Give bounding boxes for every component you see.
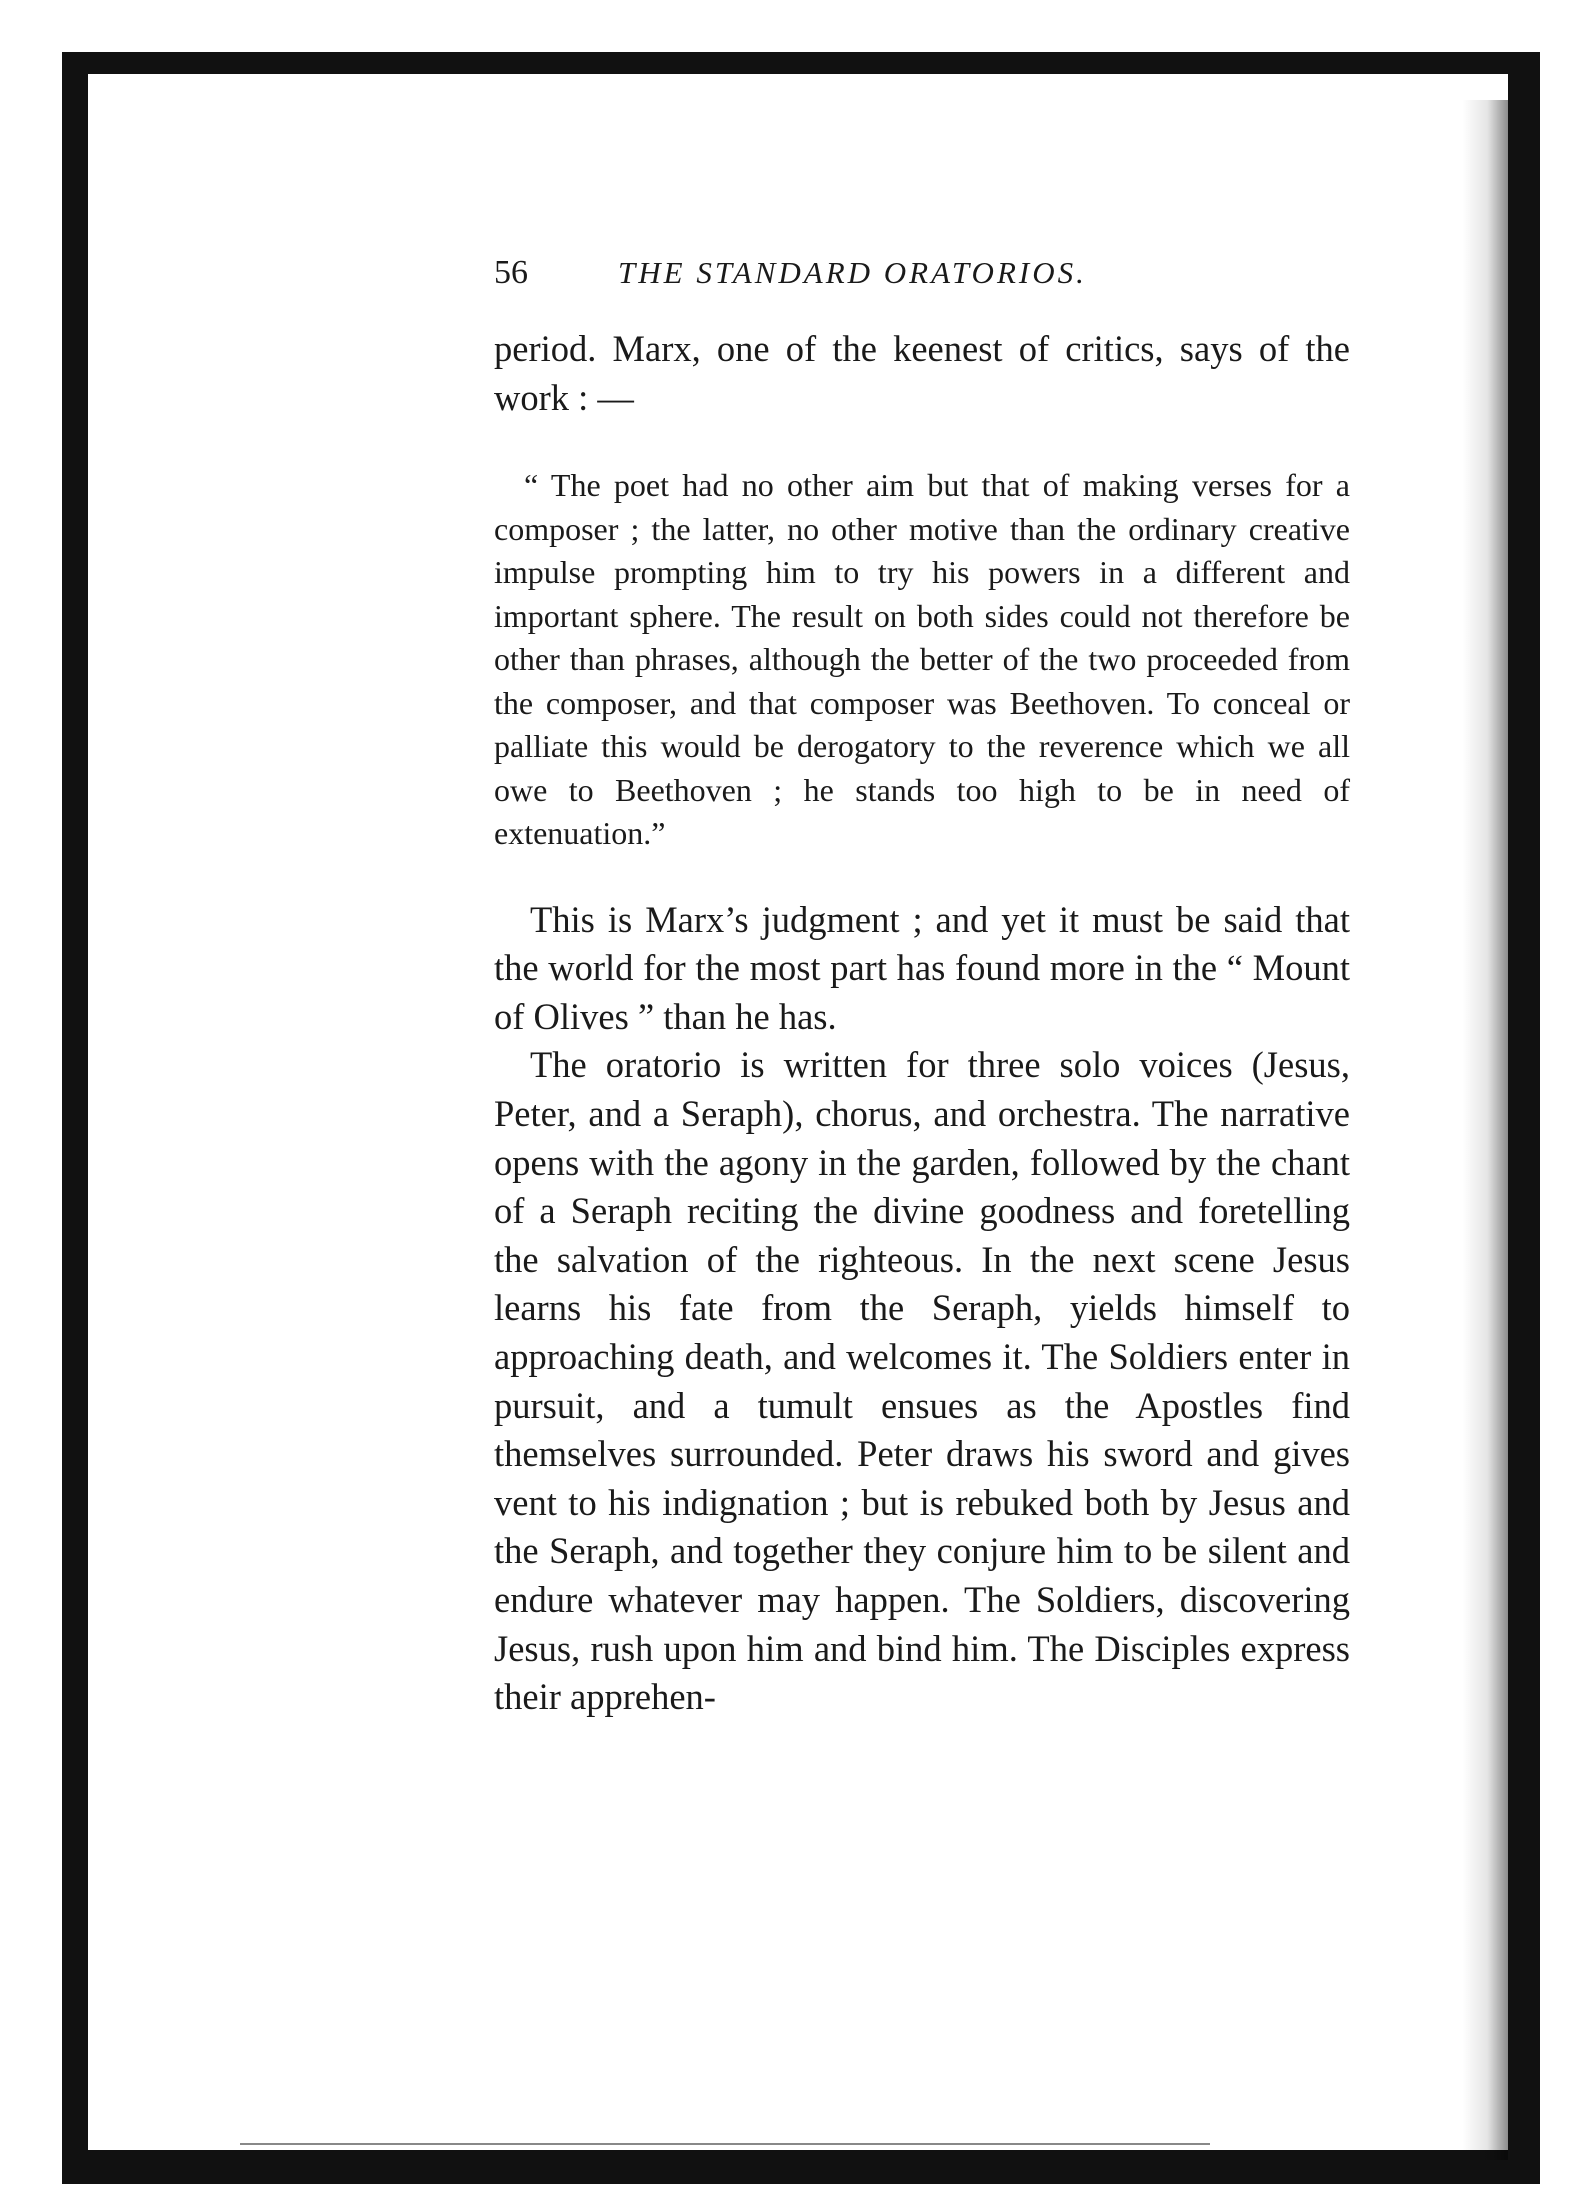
paragraph-marx-judgment: This is Marx’s judgment ; and yet it must be said that the world for the most part has found more in the “ Mount of Olives ” than he has. (494, 898, 1350, 1037)
bottom-rule (240, 2143, 1210, 2145)
paragraph-continued: period. Marx, one of the keenest of critics, says of the work : — (494, 328, 1350, 418)
scan-border-bottom (62, 2150, 1540, 2184)
page-number: 56 (494, 254, 528, 291)
scan-border-right (1508, 52, 1540, 2184)
scan-border-left (62, 52, 88, 2180)
block-quote: “ The poet had no other aim but that of making verses for a composer ; the latter, no other motive than the ordinary creative impulse prompting him to try his powers in a different and important sphere. The result on both sides could not therefore be other than phrases, although the better of the two proceeded from the composer, and that composer was Beethoven. To conceal or palliate this would be derogatory to the reverence which we all owe to Beethoven ; he stands too high to be in need of extenuation.” (494, 467, 1350, 852)
paragraph-oratorio-description: The oratorio is written for three solo voices (Jesus, Peter, and a Seraph), chorus, and orchestra. The narrative opens with the agony in the garden, followed by the chant of a Seraph reciting the divine goodness and foretelling the salvation of the righteous. In the next scene Jesus learns his fate from the Seraph, yields himself to approaching death, and welcomes it. The Soldiers enter in pursuit, and a tumult ensues as the Apostles find themselves surrounded. Peter draws his sword and gives vent to his indignation ; but is rebuked both by Jesus and the Seraph, and together they conjure him to be silent and endure whatever may happen. The Soldiers, discovering Jesus, rush upon him and bind him. The Disciples express their apprehen- (494, 1044, 1350, 1718)
body-text (494, 325, 1350, 1722)
running-title: THE STANDARD ORATORIOS. (618, 255, 1087, 290)
scan-border-top (62, 52, 1540, 74)
running-head (494, 248, 1374, 298)
page-edge-shadow (1462, 100, 1508, 2160)
